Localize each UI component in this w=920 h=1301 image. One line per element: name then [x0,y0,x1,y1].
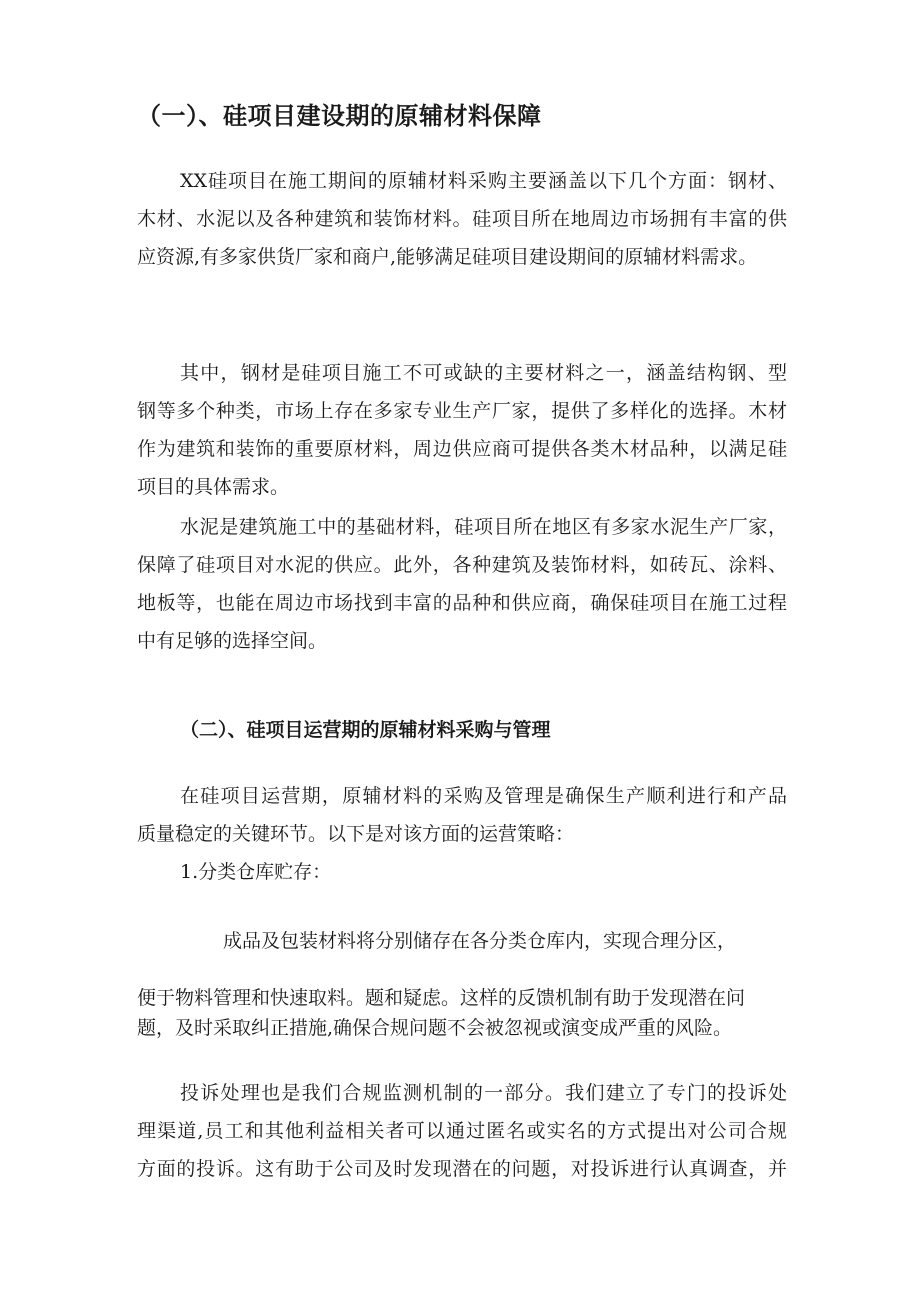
section-2-paragraph-4 [137,1074,787,1188]
text-line: 应资源,有多家供货厂家和商户,能够满足硅项目建设期间的原辅材料需求。 [137,246,758,268]
text-line: 水泥是建筑施工中的基础材料，硅项目所在地区有多家水泥生产厂家， [180,516,787,538]
text-line: 理渠道,员工和其他利益相关者可以通过匿名或实名的方式提出对公司合规 [137,1120,787,1142]
section-2-paragraph-1 [137,777,787,853]
text-line: 保障了硅项目对水泥的供应。此外，各种建筑及装饰材料，如砖瓦、涂料、 [137,554,787,576]
text-line: 在硅项目运营期，原辅材料的采购及管理是确保生产顺利进行和产品 [180,785,787,807]
section-1-paragraph-3 [137,508,787,660]
text-line: 质量稳定的关键环节。以下是对该方面的运营策略： [137,823,575,845]
section-1-paragraph-2 [137,354,787,506]
text-line: XX硅项目在施工期间的原辅材料采购主要涵盖以下几个方面：钢材、 [180,170,787,192]
text-line: 方面的投诉。这有助于公司及时发现潜在的问题，对投诉进行认真调查，并 [137,1158,787,1180]
section-1-heading: （一）、硅项目建设期的原辅材料保障 [137,101,542,130]
text-line: 作为建筑和装饰的重要原材料，周边供应商可提供各类木材品种，以满足硅 [137,438,787,460]
text-line: 钢等多个种类，市场上存在多家专业生产厂家，提供了多样化的选择。木材 [137,400,787,422]
section-2-paragraph-3 [137,983,787,1043]
text-line: 投诉处理也是我们合规监测机制的一部分。我们建立了专门的投诉处 [180,1082,787,1104]
section-1-paragraph-1 [137,162,787,276]
text-line: 地板等，也能在周边市场找到丰富的品种和供应商，确保硅项目在施工过程 [137,592,787,614]
text-line: 其中，钢材是硅项目施工不可或缺的主要材料之一，涵盖结构钢、型 [180,362,787,384]
section-2-paragraph-2: 成品及包装材料将分别储存在各分类仓库内，实现合理分区， [223,930,737,952]
text-line: 项目的具体需求。 [137,476,290,498]
text-line: 便于物料管理和快速取料。题和疑虑。这样的反馈机制有助于发现潜在问 [137,987,746,1009]
text-line: 木材、水泥以及各种建筑和装饰材料。硅项目所在地周边市场拥有丰富的供 [137,208,787,230]
text-line: 题，及时采取纠正措施,确保合规问题不会被忽视或演变成严重的风险。 [137,1017,733,1039]
list-item-1: 1.分类仓库贮存： [180,861,332,883]
section-2-heading: （二）、硅项目运营期的原辅材料采购与管理 [180,719,551,741]
text-line: 中有足够的选择空间。 [137,630,328,652]
